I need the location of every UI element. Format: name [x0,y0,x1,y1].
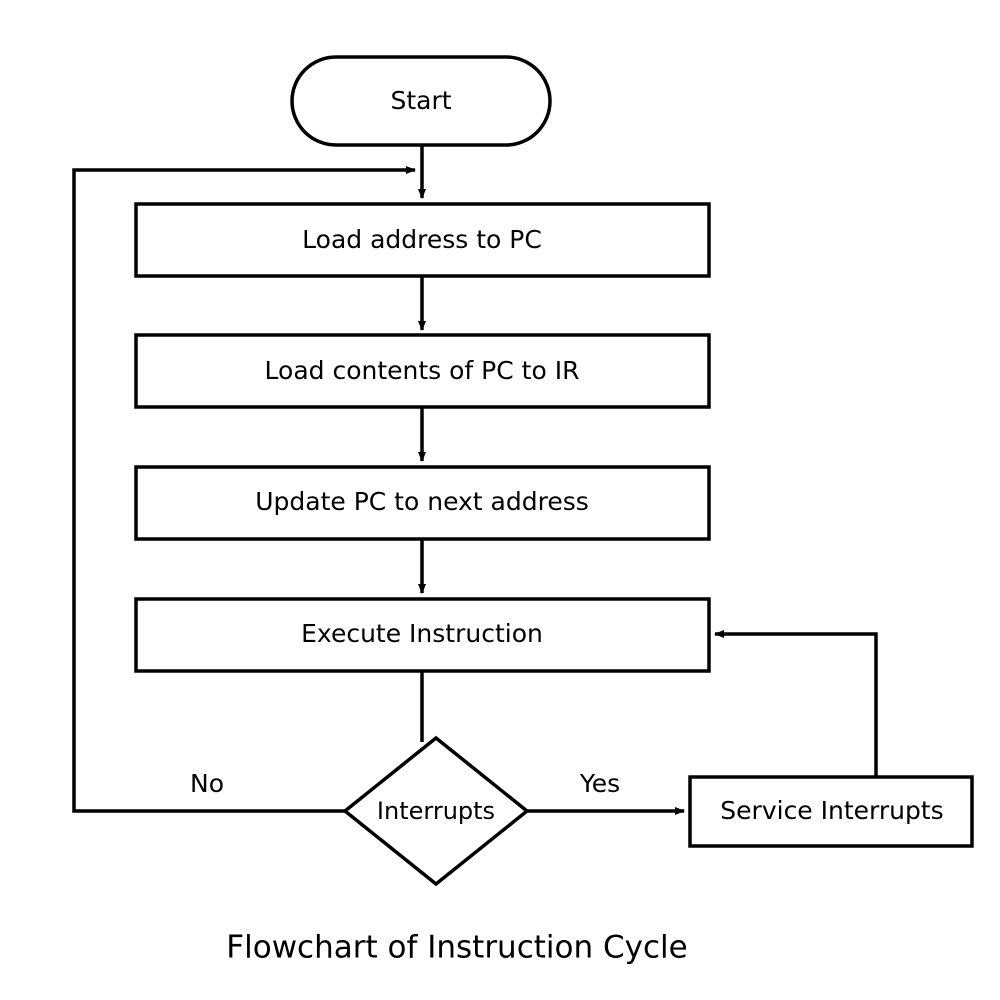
connector-service-to-execute [715,634,876,777]
node-start-label: Start [390,86,452,115]
node-load-contents-of-pc-to-ir-label: Load contents of PC to IR [264,356,580,385]
node-interrupts-decision-label: Interrupts [376,797,496,825]
edge-label-no: No [190,769,224,798]
node-load-address-to-pc-label: Load address to PC [302,225,542,254]
node-update-pc-to-next-address-label: Update PC to next address [255,487,589,516]
node-service-interrupts-label: Service Interrupts [720,796,944,825]
node-execute-instruction-label: Execute Instruction [301,619,543,648]
diagram-caption: Flowchart of Instruction Cycle [226,929,688,966]
edge-label-yes: Yes [579,769,621,798]
